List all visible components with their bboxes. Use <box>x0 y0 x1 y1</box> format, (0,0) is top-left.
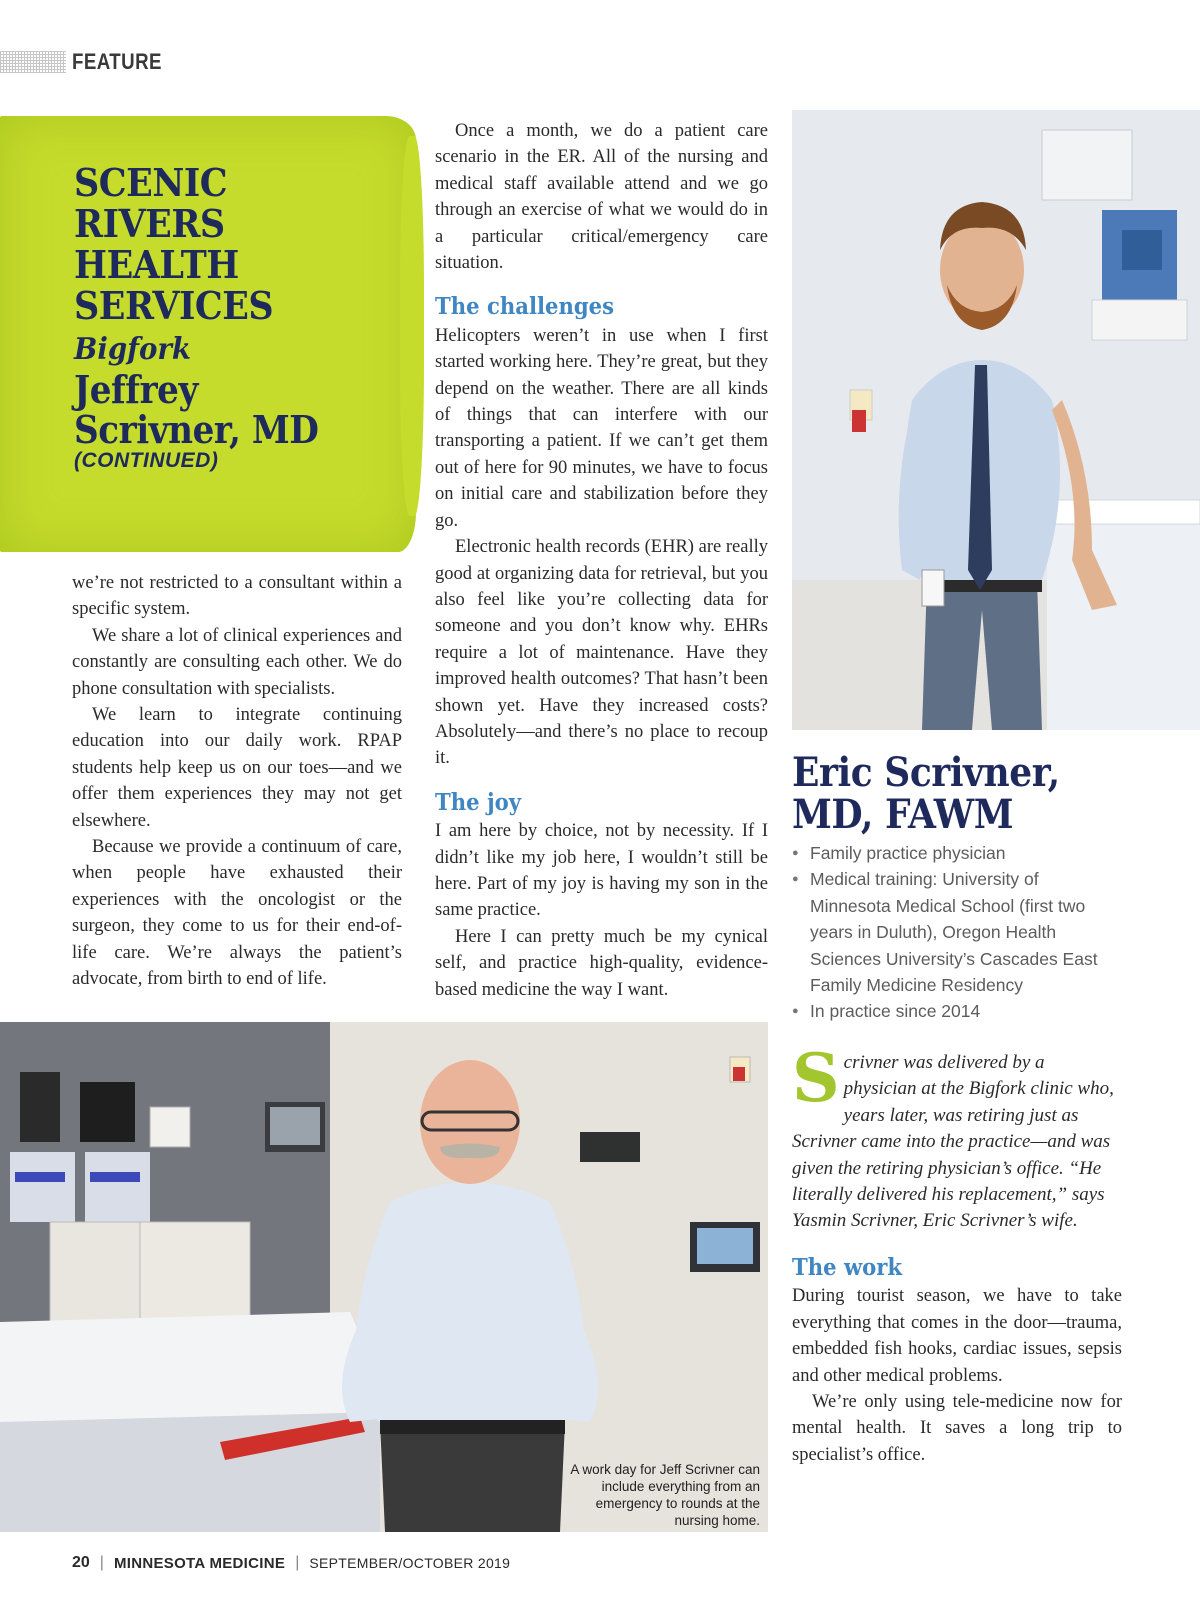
paragraph: During tourist season, we have to take everything that comes in the door—trauma, embedded fish hooks, cardiac issues, sepsis and other medical problems. <box>792 1286 1122 1386</box>
clinic-title-line: SERVICES <box>74 283 274 328</box>
profile-name <box>792 749 1152 838</box>
paragraph: We learn to integrate continuing education into our daily work. RPAP students help keep us on our toes—and we offer them experiences they may not get elsewhere. <box>72 705 402 831</box>
section-tag-dot-pattern <box>0 51 66 73</box>
headline-block <box>74 162 394 472</box>
subhead-challenges: The challenges <box>435 293 615 321</box>
paragraph: I am here by choice, not by necessity. If I didn’t like my job here, I wouldn’t still be here. Part of my joy is having my son in the same practice. <box>435 821 768 921</box>
left-column-text <box>72 570 402 993</box>
footer-separator: | <box>99 1554 104 1571</box>
issue-date: SEPTEMBER/OCTOBER 2019 <box>309 1555 511 1571</box>
photo-eric-illustration <box>792 110 1200 730</box>
paragraph: Electronic health records (EHR) are really good at organizing data for retrieval, but you also feel like you’re collecting data for someone and you don’t know why. EHRs require a lot of maintenance. Have they improved health outcomes? That hasn’t been shown yet. Have they increased costs? Absolutely—and there’s no place to recoup it. <box>435 537 768 769</box>
section-tag <box>0 48 178 76</box>
footer-separator: | <box>295 1554 300 1571</box>
page-number: 20 <box>72 1554 90 1571</box>
paragraph: Because we provide a continuum of care, when people have exhausted their experiences with the oncologist or the surgeon, they come to us for their end-of-life care. We’re always the patient’s advocate, from birth to end of life. <box>72 837 402 990</box>
clinic-title-line: RIVERS <box>74 201 225 246</box>
photo-jeff-scrivner <box>0 1022 768 1532</box>
clinic-town: Bigfork <box>74 332 192 367</box>
magazine-name: MINNESOTA MEDICINE <box>113 1554 286 1572</box>
paragraph: we’re not restricted to a consultant within a specific system. <box>72 573 402 620</box>
paragraph: We share a lot of clinical experiences and constantly are consulting each other. We do phone consultation with specialists. <box>72 625 402 699</box>
person-name-line: Jeffrey <box>74 367 198 412</box>
profile-name-line: MD, FAWM <box>792 791 1014 838</box>
profile-bullet: ● Medical training: University of Minnesota Medical School (first two years in Duluth), Oregon Health Sciences University’s Cascades East Family Medicine Residency <box>792 866 1122 998</box>
subhead-joy: The joy <box>435 788 522 816</box>
page-footer <box>72 1554 510 1572</box>
paragraph: Helicopters weren’t in use when I first started working here. They’re great, but they depend on the weather. There are all kinds of things that can interfere with our transporting a patient. If we can’t get them out of here for 90 minutes, we have to focus on initial care and stabilization before they go. <box>435 325 768 531</box>
photo-caption: A work day for Jeff Scrivner can include everything from an emergency to rounds at the nursing home. <box>570 1462 760 1528</box>
middle-column-text <box>435 118 768 1003</box>
photo-eric-scrivner <box>792 110 1200 730</box>
profile-bullet-list <box>792 840 1122 1025</box>
right-column-text <box>792 1255 1122 1468</box>
person-name <box>74 367 362 452</box>
subhead-work: The work <box>792 1254 903 1281</box>
clinic-title-line: SCENIC <box>74 160 228 205</box>
paragraph: We’re only using tele-medicine now for mental health. It saves a long trip to specialist’s office. <box>792 1392 1122 1465</box>
photo-jeff-illustration <box>0 1022 768 1532</box>
pull-quote <box>792 1039 1122 1235</box>
profile-bullet: ● In practice since 2014 <box>792 998 1122 1024</box>
paragraph: Once a month, we do a patient care scenario in the ER. All of the nursing and medical staff available attend and we go through an exercise of what we would do in a particular critical/emergency care situation. <box>435 121 768 274</box>
section-label: FEATURE <box>72 49 162 74</box>
dropcap: S <box>792 1039 840 1117</box>
continued-label: (CONTINUED) <box>74 449 219 472</box>
profile-bullet: ● Family practice physician <box>792 840 1122 866</box>
person-name-line: Scrivner, MD <box>74 407 319 452</box>
pull-quote-text: crivner was delivered by a physician at the Bigfork clinic who, years later, was retiring just as Scrivner came into the practice—and was given the retiring physician’s office. “He literally delivered his replacement,” says Yasmin Scrivner, Eric Scrivner’s wife. <box>792 1052 1114 1232</box>
clinic-title-line: HEALTH <box>74 242 239 287</box>
paragraph: Here I can pretty much be my cynical self, and practice high-quality, evidence-based medicine the way I want. <box>435 926 768 1000</box>
profile-name-line: Eric Scrivner, <box>792 749 1060 796</box>
clinic-title <box>74 162 368 326</box>
